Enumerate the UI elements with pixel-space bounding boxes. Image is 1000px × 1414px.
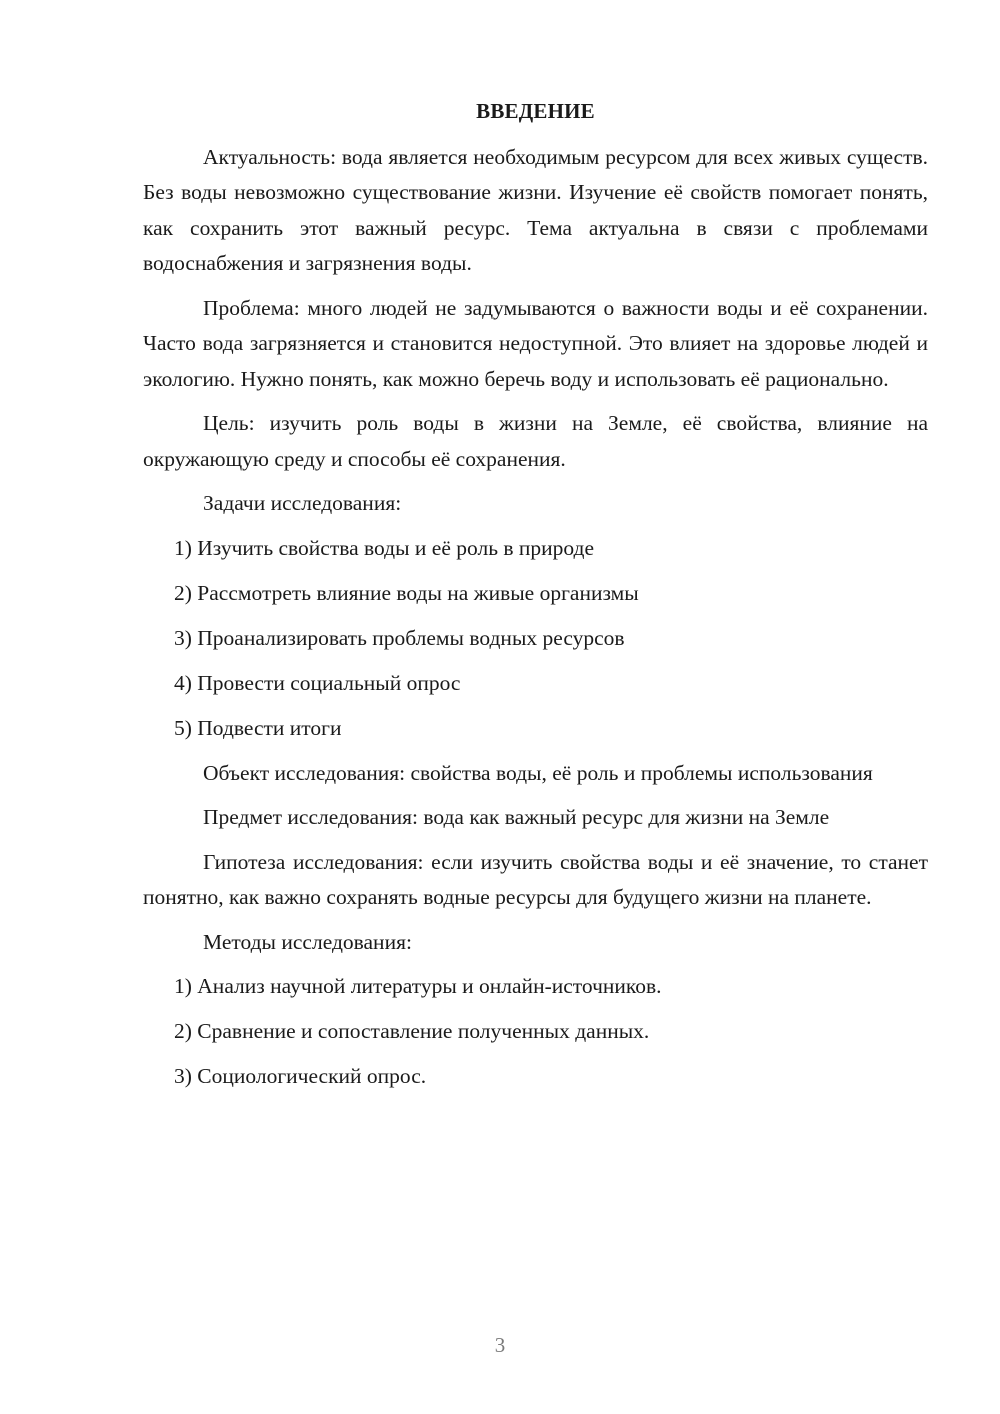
- tasks-heading: Задачи исследования:: [203, 491, 402, 515]
- task-item: 4) Провести социальный опрос: [174, 670, 461, 695]
- document-page: [143, 94, 928, 1104]
- page-number: 3: [494, 1333, 506, 1357]
- task-item: 2) Рассмотреть влияние воды на живые организмы: [174, 580, 639, 605]
- tasks-list: [143, 531, 928, 747]
- methods-list: [143, 969, 928, 1095]
- section-title: ВВЕДЕНИЕ: [476, 99, 595, 123]
- paragraph-hypothesis: Гипотеза исследования: если изучить свойства воды и её значение, то станет понятно, как важно сохранять водные ресурсы для будущего жизни на планете.: [143, 849, 928, 909]
- task-item: 5) Подвести итоги: [174, 715, 342, 740]
- paragraph-relevance: Актуальность: вода является необходимым ресурсом для всех живых существ. Без воды невозможно существование жизни. Изучение её свойств помогает понять, как сохранить этот важный ресурс. Тема актуальна в связи с проблемами водоснабжения и загрязнения воды.: [143, 144, 928, 275]
- method-item: 2) Сравнение и сопоставление полученных данных.: [174, 1019, 650, 1043]
- methods-heading: Методы исследования:: [203, 929, 412, 954]
- paragraph-goal: Цель: изучить роль воды в жизни на Земле, её свойства, влияние на окружающую среду и способы её сохранения.: [143, 411, 928, 471]
- method-item: 3) Социологический опрос.: [174, 1064, 427, 1088]
- task-item: 1) Изучить свойства воды и её роль в природе: [174, 535, 595, 560]
- paragraph-subject: Предмет исследования: вода как важный ресурс для жизни на Земле: [203, 805, 830, 829]
- method-item: 1) Анализ научной литературы и онлайн-источников.: [174, 974, 662, 998]
- paragraph-object: Объект исследования: свойства воды, её роль и проблемы использования: [203, 760, 873, 785]
- paragraph-problem: Проблема: много людей не задумываются о важности воды и её сохранении. Часто вода загрязняется и становится недоступной. Это влияет на здоровье людей и экологию. Нужно понять, как можно беречь воду и использовать её рационально.: [143, 295, 928, 391]
- task-item: 3) Проанализировать проблемы водных ресурсов: [174, 625, 625, 650]
